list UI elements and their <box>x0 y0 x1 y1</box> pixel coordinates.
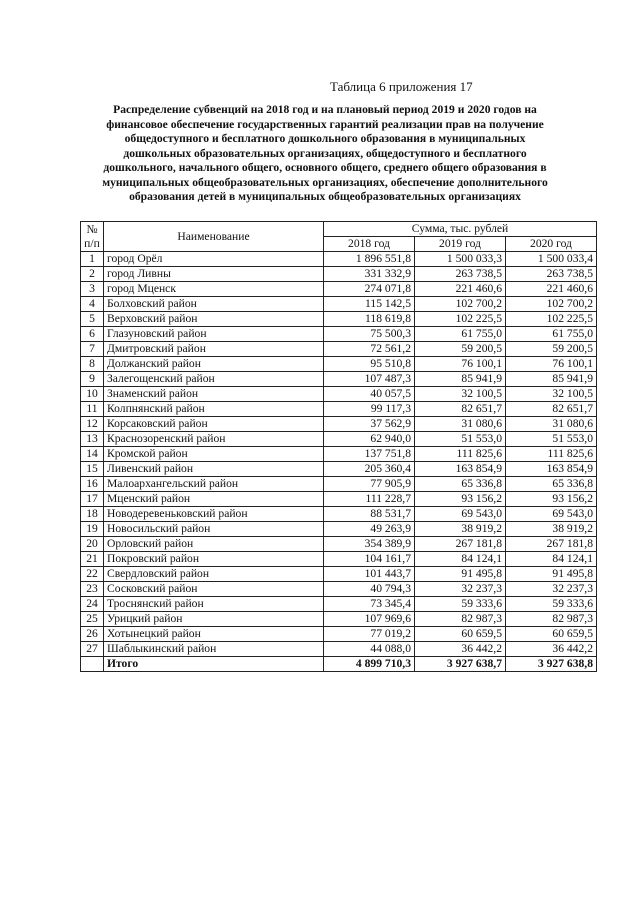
title-line: финансовое обеспечение государственных гарантий реализации прав на получение <box>106 117 544 131</box>
col-header-year: 2019 год <box>415 237 506 252</box>
table-row <box>81 327 597 342</box>
row-name: Корсаковский район <box>104 417 324 432</box>
row-value-2019: 93 156,2 <box>415 492 506 507</box>
row-value-2020: 93 156,2 <box>506 492 597 507</box>
row-value-2020: 76 100,1 <box>506 357 597 372</box>
row-value-2020: 1 500 033,4 <box>506 252 597 267</box>
table-header-row <box>81 222 597 237</box>
row-name: Болховский район <box>104 297 324 312</box>
table-row <box>81 402 597 417</box>
row-number: 21 <box>81 552 104 567</box>
row-value-2020: 59 200,5 <box>506 342 597 357</box>
row-number: 19 <box>81 522 104 537</box>
table-row <box>81 477 597 492</box>
row-name: город Орёл <box>104 252 324 267</box>
row-value-2019: 32 237,3 <box>415 582 506 597</box>
document-title <box>60 103 590 205</box>
row-value-2018: 40 057,5 <box>324 387 415 402</box>
row-value-2018: 88 531,7 <box>324 507 415 522</box>
row-value-2018: 95 510,8 <box>324 357 415 372</box>
table-row <box>81 492 597 507</box>
row-value-2019: 84 124,1 <box>415 552 506 567</box>
row-value-2019: 91 495,8 <box>415 567 506 582</box>
row-value-2020: 267 181,8 <box>506 537 597 552</box>
table-row <box>81 552 597 567</box>
row-value-2018: 107 969,6 <box>324 612 415 627</box>
row-value-2020: 91 495,8 <box>506 567 597 582</box>
row-name: Краснозоренский район <box>104 432 324 447</box>
row-name: Залегощенский район <box>104 372 324 387</box>
row-value-2020: 60 659,5 <box>506 627 597 642</box>
row-value-2018: 274 071,8 <box>324 282 415 297</box>
row-value-2019: 163 854,9 <box>415 462 506 477</box>
total-2019: 3 927 638,7 <box>415 657 506 672</box>
row-value-2020: 84 124,1 <box>506 552 597 567</box>
title-line: Распределение субвенций на 2018 год и на плановый период 2019 и 2020 годов на <box>113 103 537 116</box>
table-row <box>81 582 597 597</box>
row-name: Троснянский район <box>104 597 324 612</box>
row-value-2020: 263 738,5 <box>506 267 597 282</box>
table-row <box>81 537 597 552</box>
row-value-2018: 77 019,2 <box>324 627 415 642</box>
table-row <box>81 567 597 582</box>
row-value-2019: 1 500 033,3 <box>415 252 506 267</box>
row-value-2020: 102 225,5 <box>506 312 597 327</box>
row-value-2018: 72 561,2 <box>324 342 415 357</box>
row-name: город Мценск <box>104 282 324 297</box>
row-number: 9 <box>81 372 104 387</box>
row-value-2019: 31 080,6 <box>415 417 506 432</box>
row-number: 23 <box>81 582 104 597</box>
row-value-2019: 65 336,8 <box>415 477 506 492</box>
row-value-2018: 107 487,3 <box>324 372 415 387</box>
row-name: Малоархангельский район <box>104 477 324 492</box>
row-value-2019: 111 825,6 <box>415 447 506 462</box>
table-row <box>81 282 597 297</box>
row-value-2019: 263 738,5 <box>415 267 506 282</box>
row-value-2019: 60 659,5 <box>415 627 506 642</box>
row-value-2019: 61 755,0 <box>415 327 506 342</box>
row-value-2019: 59 333,6 <box>415 597 506 612</box>
row-value-2020: 111 825,6 <box>506 447 597 462</box>
table-row <box>81 357 597 372</box>
row-number: 25 <box>81 612 104 627</box>
table-row <box>81 252 597 267</box>
table-row <box>81 267 597 282</box>
row-value-2018: 77 905,9 <box>324 477 415 492</box>
row-value-2019: 59 200,5 <box>415 342 506 357</box>
row-value-2018: 115 142,5 <box>324 297 415 312</box>
row-number: 6 <box>81 327 104 342</box>
row-value-2020: 163 854,9 <box>506 462 597 477</box>
table-body <box>81 252 597 657</box>
row-name: Свердловский район <box>104 567 324 582</box>
row-name: Должанский район <box>104 357 324 372</box>
row-number: 13 <box>81 432 104 447</box>
row-name: Кромской район <box>104 447 324 462</box>
table-total-row <box>81 657 597 672</box>
col-header-sum: Сумма, тыс. рублей <box>324 222 597 237</box>
row-value-2018: 99 117,3 <box>324 402 415 417</box>
row-value-2018: 73 345,4 <box>324 597 415 612</box>
row-number: 2 <box>81 267 104 282</box>
table-row <box>81 417 597 432</box>
row-name: Покровский район <box>104 552 324 567</box>
row-value-2020: 32 100,5 <box>506 387 597 402</box>
row-value-2019: 76 100,1 <box>415 357 506 372</box>
row-name: Сосковский район <box>104 582 324 597</box>
total-label: Итого <box>104 657 324 672</box>
distribution-table <box>80 221 597 672</box>
row-number: 24 <box>81 597 104 612</box>
row-value-2018: 49 263,9 <box>324 522 415 537</box>
table-row <box>81 312 597 327</box>
row-number: 16 <box>81 477 104 492</box>
row-value-2020: 82 651,7 <box>506 402 597 417</box>
table-row <box>81 297 597 312</box>
row-name: Колпнянский район <box>104 402 324 417</box>
row-value-2019: 69 543,0 <box>415 507 506 522</box>
row-value-2018: 62 940,0 <box>324 432 415 447</box>
row-value-2018: 331 332,9 <box>324 267 415 282</box>
row-value-2019: 221 460,6 <box>415 282 506 297</box>
row-value-2020: 32 237,3 <box>506 582 597 597</box>
table-row <box>81 612 597 627</box>
row-number: 14 <box>81 447 104 462</box>
row-value-2020: 36 442,2 <box>506 642 597 657</box>
row-number: 8 <box>81 357 104 372</box>
row-number: 3 <box>81 282 104 297</box>
row-name: Хотынецкий район <box>104 627 324 642</box>
title-line: образования детей в муниципальных общеобразовательных организациях <box>129 190 521 203</box>
row-value-2018: 205 360,4 <box>324 462 415 477</box>
row-value-2020: 31 080,6 <box>506 417 597 432</box>
row-number: 20 <box>81 537 104 552</box>
row-number: 18 <box>81 507 104 522</box>
total-2018: 4 899 710,3 <box>324 657 415 672</box>
row-number: 1 <box>81 252 104 267</box>
table-row <box>81 447 597 462</box>
table-row <box>81 432 597 447</box>
row-value-2020: 61 755,0 <box>506 327 597 342</box>
row-number: 27 <box>81 642 104 657</box>
row-number: 22 <box>81 567 104 582</box>
title-line: общедоступного и бесплатного дошкольного образования в муниципальных <box>124 132 526 145</box>
table-row <box>81 627 597 642</box>
row-number: 10 <box>81 387 104 402</box>
row-name: Шаблыкинский район <box>104 642 324 657</box>
row-value-2020: 59 333,6 <box>506 597 597 612</box>
row-name: Мценский район <box>104 492 324 507</box>
row-value-2020: 82 987,3 <box>506 612 597 627</box>
row-name: Урицкий район <box>104 612 324 627</box>
row-value-2018: 37 562,9 <box>324 417 415 432</box>
row-value-2019: 102 700,2 <box>415 297 506 312</box>
row-value-2020: 85 941,9 <box>506 372 597 387</box>
row-value-2020: 38 919,2 <box>506 522 597 537</box>
row-number: 26 <box>81 627 104 642</box>
row-name: Дмитровский район <box>104 342 324 357</box>
row-value-2018: 137 751,8 <box>324 447 415 462</box>
row-name: Новосильский район <box>104 522 324 537</box>
row-value-2020: 51 553,0 <box>506 432 597 447</box>
row-number: 7 <box>81 342 104 357</box>
row-value-2018: 1 896 551,8 <box>324 252 415 267</box>
row-value-2018: 354 389,9 <box>324 537 415 552</box>
col-header-name: Наименование <box>104 222 324 252</box>
table-row <box>81 387 597 402</box>
row-value-2020: 69 543,0 <box>506 507 597 522</box>
row-value-2020: 102 700,2 <box>506 297 597 312</box>
appendix-reference: Таблица 6 приложения 17 <box>330 79 473 94</box>
table-row <box>81 522 597 537</box>
row-value-2019: 36 442,2 <box>415 642 506 657</box>
row-name: Верховский район <box>104 312 324 327</box>
col-header-year: 2018 год <box>324 237 415 252</box>
row-value-2019: 51 553,0 <box>415 432 506 447</box>
row-value-2020: 65 336,8 <box>506 477 597 492</box>
row-number: 15 <box>81 462 104 477</box>
row-value-2018: 104 161,7 <box>324 552 415 567</box>
col-header-number: № п/п <box>81 222 104 252</box>
row-value-2018: 111 228,7 <box>324 492 415 507</box>
row-name: Орловский район <box>104 537 324 552</box>
table-row <box>81 372 597 387</box>
col-header-year: 2020 год <box>506 237 597 252</box>
row-number: 17 <box>81 492 104 507</box>
table-row <box>81 642 597 657</box>
table-row <box>81 342 597 357</box>
title-line: муниципальных общеобразовательных организациях, обеспечение дополнительного <box>102 175 548 189</box>
total-2020: 3 927 638,8 <box>506 657 597 672</box>
row-name: Знаменский район <box>104 387 324 402</box>
table-row <box>81 462 597 477</box>
row-number: 5 <box>81 312 104 327</box>
row-value-2020: 221 460,6 <box>506 282 597 297</box>
row-value-2018: 75 500,3 <box>324 327 415 342</box>
table-row <box>81 597 597 612</box>
table-row <box>81 507 597 522</box>
row-name: Ливенский район <box>104 462 324 477</box>
row-value-2019: 102 225,5 <box>415 312 506 327</box>
row-value-2019: 82 987,3 <box>415 612 506 627</box>
row-value-2019: 32 100,5 <box>415 387 506 402</box>
row-value-2019: 82 651,7 <box>415 402 506 417</box>
row-value-2018: 40 794,3 <box>324 582 415 597</box>
title-line: дошкольных образовательных организациях, общедоступного и бесплатного <box>123 146 527 160</box>
row-name: город Ливны <box>104 267 324 282</box>
row-number: 12 <box>81 417 104 432</box>
row-value-2019: 85 941,9 <box>415 372 506 387</box>
row-name: Новодеревеньковский район <box>104 507 324 522</box>
row-number: 11 <box>81 402 104 417</box>
row-value-2018: 101 443,7 <box>324 567 415 582</box>
row-number: 4 <box>81 297 104 312</box>
row-value-2019: 38 919,2 <box>415 522 506 537</box>
row-value-2018: 118 619,8 <box>324 312 415 327</box>
total-number-cell <box>81 657 104 672</box>
title-line: дошкольного, начального общего, основного общего, среднего общего образования в <box>103 161 547 174</box>
row-value-2018: 44 088,0 <box>324 642 415 657</box>
row-value-2019: 267 181,8 <box>415 537 506 552</box>
row-name: Глазуновский район <box>104 327 324 342</box>
